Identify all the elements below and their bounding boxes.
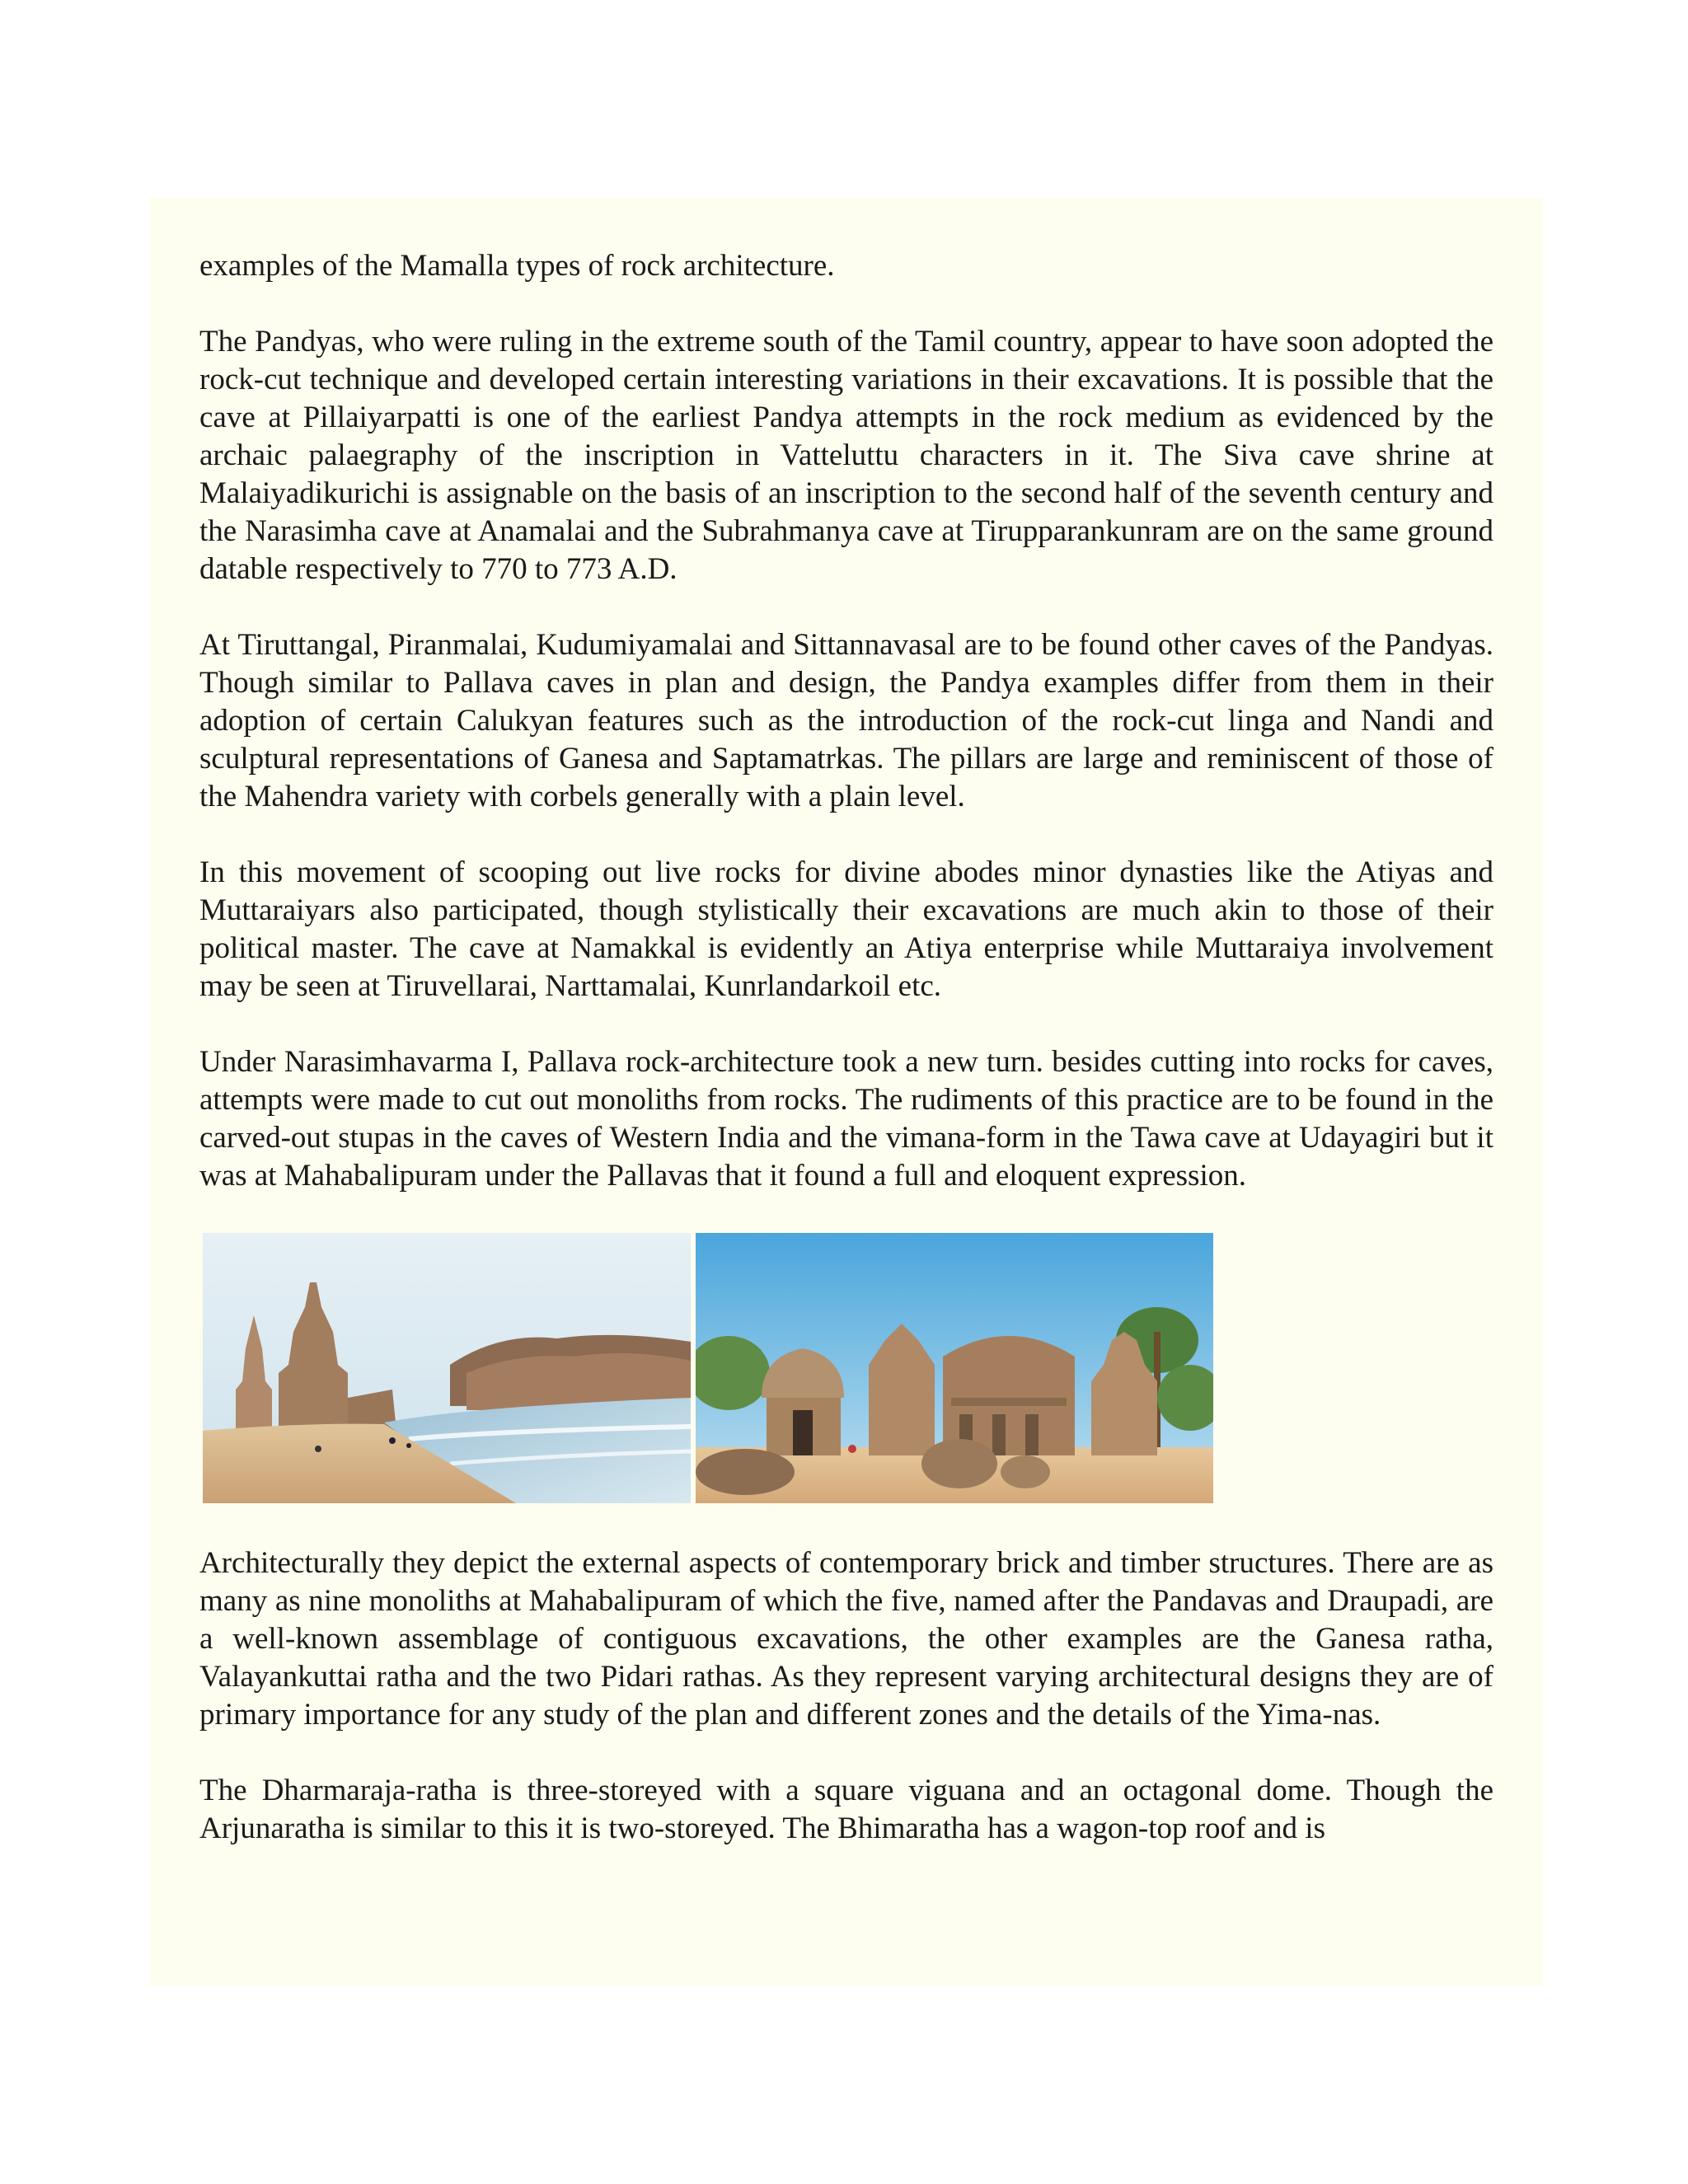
document-page xyxy=(150,198,1543,1986)
paragraph-pandyas: The Pandyas, who were ruling in the extreme south of the Tamil country, appear to have soon adopted the rock-cut technique and developed certain interesting variations in their excavations. It is possible that the cave at Pillaiyarpatti is one of the earliest Pandya attempts in the rock medium as evidenced by the archaic palaegraphy of the inscription in Vatteluttu characters in it. The Siva cave shrine at Malaiyadikurichi is assignable on the basis of an inscription to the second half of the seventh century and the Narasimha cave at Anamalai and the Subrahmanya cave at Tirupparankunram are on the same ground datable respectively to 770 to 773 A.D. xyxy=(199,325,1493,586)
five-rathas-photo xyxy=(696,1233,1213,1503)
document-body xyxy=(199,247,1493,1886)
paragraph-narasimhavarma: Under Narasimhavarma I, Pallava rock-architecture took a new turn. besides cutting into rocks for caves, attempts were made to cut out monoliths from rocks. The rudiments of this practice are to be found in the carved-out stupas in the caves of Western India and the vimana-form in the Tawa cave at Udayagiri but it was at Mahabalipuram under the Pallavas that it found a full and eloquent expression. xyxy=(199,1045,1493,1193)
paragraph-pandya-caves: At Tiruttangal, Piranmalai, Kudumiyamalai and Sittannavasal are to be found other caves of the Pandyas. Though similar to Pallava caves in plan and design, the Pandya examples differ from them in their adoption of certain Calukyan features such as the introduction of the rock-cut linga and Nandi and sculptural representations of Ganesa and Saptamatrkas. The pillars are large and reminiscent of those of the Mahendra variety with corbels generally with a plain level. xyxy=(199,628,1493,813)
photo-row xyxy=(203,1233,1493,1503)
paragraph-intro: examples of the Mamalla types of rock architecture. xyxy=(199,249,835,283)
shore-temple-photo xyxy=(203,1233,691,1503)
paragraph-dharmaraja: The Dharmaraja-ratha is three-storeyed with a square viguana and an octagonal dome. Though the Arjunaratha is similar to this it is two-storeyed. The Bhimaratha has a wagon-top roof and is xyxy=(199,1774,1493,1845)
paragraph-monoliths: Architecturally they depict the external aspects of contemporary brick and timber structures. There are as many as nine monoliths at Mahabalipuram of which the five, named after the Pandavas and Draupadi, are a well-known assemblage of contiguous excavations, the other examples are the Ganesa ratha, Valayankuttai ratha and the two Pidari rathas. As they represent varying architectural designs they are of primary importance for any study of the plan and different zones and the details of the Yima-nas. xyxy=(199,1546,1493,1732)
paragraph-minor-dynasties: In this movement of scooping out live rocks for divine abodes minor dynasties like the Atiyas and Muttaraiyars also participated, though stylistically their excavations are much akin to those of their political master. The cave at Namakkal is evidently an Atiya enterprise while Muttaraiya involvement may be seen at Tiruvellarai, Narttamalai, Kunrlandarkoil etc. xyxy=(199,855,1493,1003)
